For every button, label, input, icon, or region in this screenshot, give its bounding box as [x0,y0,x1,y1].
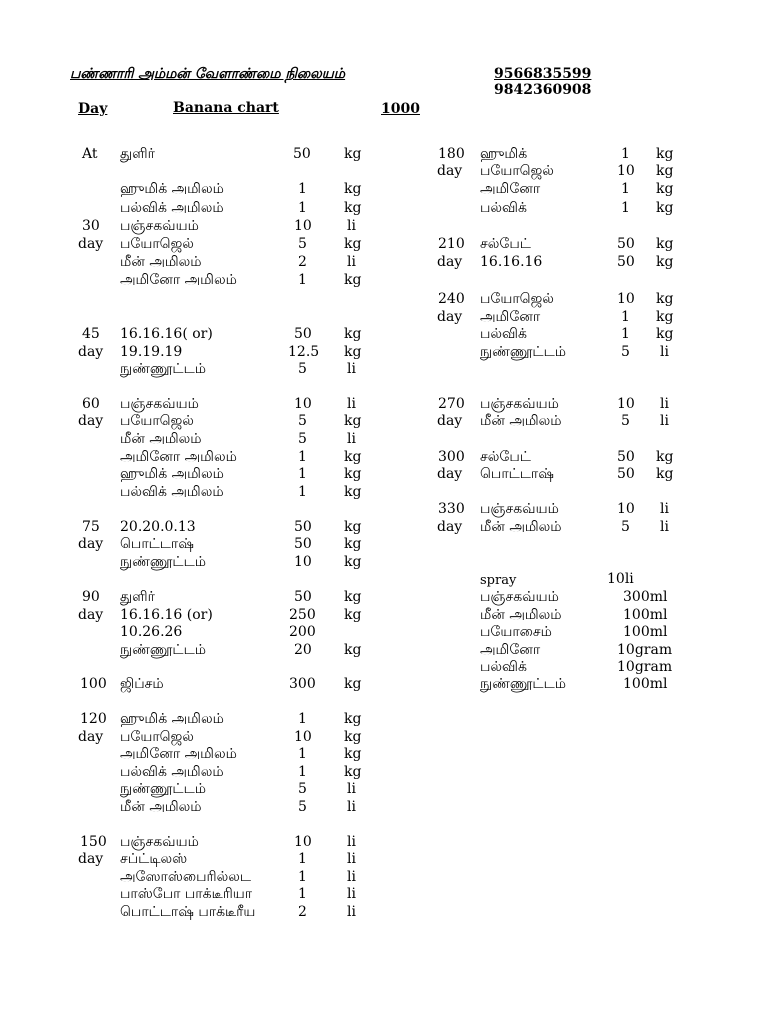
item-qty: 10 [617,291,635,307]
day-word: day [437,309,463,325]
item-qty: 50 [617,236,635,252]
day-word: day [78,851,104,867]
item-name: நுண்ணூட்டம் [120,361,206,377]
day-column-heading: Day [78,101,108,117]
item-qty: 1 [298,869,307,885]
spray-item-qty: 100ml [623,624,668,640]
item-name: பொட்டாஷ் [120,536,194,552]
item-name: துளிர் [120,146,155,162]
item-name: பஞ்சகவ்யம் [480,396,559,412]
day-number: 30 [82,218,100,234]
day-word: day [78,607,104,623]
day-number: 75 [82,519,100,535]
item-unit: li [347,799,356,815]
item-qty: 2 [298,254,307,270]
item-name: பயோஜெல் [480,163,554,179]
item-qty: 1 [298,886,307,902]
item-qty: 5 [298,236,307,252]
spray-item-qty: 100ml [623,676,668,692]
item-unit: kg [656,466,674,482]
day-word: day [78,536,104,552]
item-qty: 5 [298,361,307,377]
item-qty: 200 [289,624,316,640]
item-unit: kg [344,484,362,500]
item-name: பயோஜெல் [480,291,554,307]
item-qty: 10 [294,554,312,570]
item-name: சல்பேட் [480,449,531,465]
phone-number-2: 9842360908 [494,82,592,98]
item-qty: 1 [298,764,307,780]
item-name: சல்பேட் [480,236,531,252]
item-unit: kg [344,413,362,429]
item-unit: kg [344,519,362,535]
item-name: பல்விக் [480,200,527,216]
spray-item-name: நுண்ணூட்டம் [480,676,566,692]
spray-item-qty: 100ml [623,607,668,623]
item-unit: kg [344,746,362,762]
item-qty: 50 [293,146,311,162]
item-unit: kg [344,729,362,745]
item-name: பஞ்சகவ்யம் [120,218,199,234]
item-qty: 1 [298,851,307,867]
item-unit: kg [656,326,674,342]
plant-count: 1000 [381,101,420,117]
item-unit: li [660,501,669,517]
item-qty: 1 [621,181,630,197]
item-name: பயோஜெல் [120,236,194,252]
item-qty: 5 [298,413,307,429]
item-name: பயோஜெல் [120,729,194,745]
item-qty: 5 [621,519,630,535]
spray-volume: 10li [607,571,634,587]
item-qty: 1 [621,146,630,162]
item-name: பஞ்சகவ்யம் [480,501,559,517]
item-qty: 10 [294,396,312,412]
item-qty: 10 [617,163,635,179]
item-name: அஸோஸ்பைரில்லட [120,869,252,885]
item-qty: 20 [294,642,312,658]
day-number: 100 [80,676,107,692]
day-word: day [437,254,463,270]
item-name: 19.19.19 [120,344,183,360]
day-word: day [78,729,104,745]
item-unit: kg [656,200,674,216]
day-word: day [78,413,104,429]
item-unit: kg [656,163,674,179]
item-unit: kg [344,676,362,692]
item-name: 16.16.16 [480,254,543,270]
item-unit: li [347,904,356,920]
item-unit: kg [344,536,362,552]
day-number: 90 [82,589,100,605]
item-name: துளிர் [120,589,155,605]
item-name: பஞ்சகவ்யம் [120,396,199,412]
item-unit: li [660,413,669,429]
day-number: 300 [438,449,465,465]
item-unit: kg [656,236,674,252]
day-number: 240 [438,291,465,307]
item-qty: 10 [294,218,312,234]
item-qty: 1 [298,746,307,762]
item-name: நுண்ணூட்டம் [480,344,566,360]
spray-item-qty: 10gram [617,659,673,675]
item-unit: kg [344,344,362,360]
item-qty: 1 [621,326,630,342]
item-qty: 50 [294,519,312,535]
item-name: பாஸ்போ பாக்டீரியா [120,886,253,902]
item-unit: kg [344,146,362,162]
item-name: அமினோ அமிலம் [120,449,237,465]
item-name: ஹுமிக் அமிலம் [120,181,224,197]
item-name: 10.26.26 [120,624,183,640]
item-name: பல்விக் [480,326,527,342]
item-unit: kg [344,554,362,570]
item-name: 16.16.16 (or) [120,607,213,623]
day-word: day [437,466,463,482]
item-name: நுண்ணூட்டம் [120,642,206,658]
item-name: ஹுமிக் [480,146,528,162]
day-number: At [82,146,98,162]
item-unit: li [347,851,356,867]
day-number: 60 [82,396,100,412]
item-qty: 250 [289,607,316,623]
item-unit: li [347,396,356,412]
item-unit: li [347,869,356,885]
item-name: மீன் அமிலம் [480,519,562,535]
item-unit: kg [344,236,362,252]
item-qty: 1 [298,449,307,465]
item-name: பஞ்சகவ்யம் [120,834,199,850]
item-unit: kg [656,291,674,307]
chart-title: Banana chart [173,100,279,116]
item-name: பயோஜெல் [120,413,194,429]
item-unit: kg [344,466,362,482]
item-name: பல்விக் அமிலம் [120,764,224,780]
item-qty: 10 [617,396,635,412]
item-unit: li [347,886,356,902]
item-name: நுண்ணூட்டம் [120,554,206,570]
item-qty: 10 [294,834,312,850]
spray-item-name: பயோசைம் [480,624,552,640]
shop-name: பண்ணாரி அம்மன் வேளாண்மை நிலையம் [70,66,346,82]
item-qty: 5 [621,344,630,360]
item-unit: kg [344,181,362,197]
day-word: day [437,163,463,179]
item-unit: kg [344,326,362,342]
day-word: day [78,236,104,252]
item-name: அமினோ அமிலம் [120,272,237,288]
item-name: சப்ட்டிலஸ் [120,851,188,867]
spray-item-qty: 10gram [617,642,673,658]
item-qty: 10 [294,729,312,745]
item-name: பல்விக் அமிலம் [120,484,224,500]
item-unit: li [660,396,669,412]
item-name: மீன் அமிலம் [480,413,562,429]
item-qty: 12.5 [288,344,320,360]
item-unit: kg [344,272,362,288]
day-number: 150 [80,834,107,850]
item-qty: 5 [621,413,630,429]
item-qty: 1 [298,200,307,216]
item-unit: kg [344,642,362,658]
item-unit: kg [656,449,674,465]
item-unit: kg [344,764,362,780]
item-qty: 50 [617,449,635,465]
item-unit: kg [656,146,674,162]
item-qty: 300 [289,676,316,692]
item-unit: kg [344,711,362,727]
item-name: அமினோ [480,181,541,197]
item-name: ஹுமிக் அமிலம் [120,711,224,727]
item-unit: kg [656,181,674,197]
item-name: மீன் அமிலம் [120,254,202,270]
item-name: பல்விக் அமிலம் [120,200,224,216]
item-name: பொட்டாஷ் பாக்டீரீய [120,904,256,920]
day-word: day [437,413,463,429]
item-qty: 50 [294,536,312,552]
item-qty: 5 [298,431,307,447]
day-number: 210 [438,236,465,252]
item-unit: li [660,344,669,360]
item-name: 16.16.16( or) [120,326,213,342]
item-qty: 5 [298,781,307,797]
item-qty: 1 [298,181,307,197]
item-unit: li [347,254,356,270]
item-unit: kg [656,254,674,270]
spray-item-name: பல்விக் [480,659,527,675]
item-unit: kg [656,309,674,325]
day-word: day [437,519,463,535]
item-unit: li [347,361,356,377]
day-word: day [78,344,104,360]
item-name: அமினோ அமிலம் [120,746,237,762]
item-unit: kg [344,200,362,216]
item-qty: 2 [298,904,307,920]
spray-item-name: பஞ்சகவ்யம் [480,589,559,605]
item-name: ஜிப்சம் [120,676,164,692]
item-name: மீன் அமிலம் [120,799,202,815]
day-number: 45 [82,326,100,342]
item-qty: 50 [294,326,312,342]
item-unit: li [347,431,356,447]
phone-number-1: 9566835599 [494,66,592,82]
item-name: 20.20.0.13 [120,519,196,535]
item-name: மீன் அமிலம் [120,431,202,447]
item-name: ஹுமிக் அமிலம் [120,466,224,482]
item-unit: kg [344,589,362,605]
item-name: நுண்ணூட்டம் [120,781,206,797]
item-qty: 1 [621,200,630,216]
day-number: 270 [438,396,465,412]
item-unit: li [347,834,356,850]
item-unit: kg [344,607,362,623]
item-unit: li [660,519,669,535]
item-qty: 1 [298,272,307,288]
item-qty: 1 [298,484,307,500]
item-name: பொட்டாஷ் [480,466,554,482]
spray-item-qty: 300ml [623,589,668,605]
item-unit: li [347,781,356,797]
item-unit: kg [344,449,362,465]
day-number: 330 [438,501,465,517]
item-qty: 1 [298,466,307,482]
item-qty: 1 [621,309,630,325]
item-qty: 50 [617,254,635,270]
item-qty: 10 [617,501,635,517]
item-unit: li [347,218,356,234]
item-qty: 50 [617,466,635,482]
item-name: அமினோ [480,309,541,325]
item-qty: 50 [294,589,312,605]
day-number: 120 [80,711,107,727]
spray-label: spray [480,573,517,588]
item-qty: 1 [298,711,307,727]
spray-item-name: அமினோ [480,642,541,658]
spray-item-name: மீன் அமிலம் [480,607,562,623]
day-number: 180 [438,146,465,162]
item-qty: 5 [298,799,307,815]
